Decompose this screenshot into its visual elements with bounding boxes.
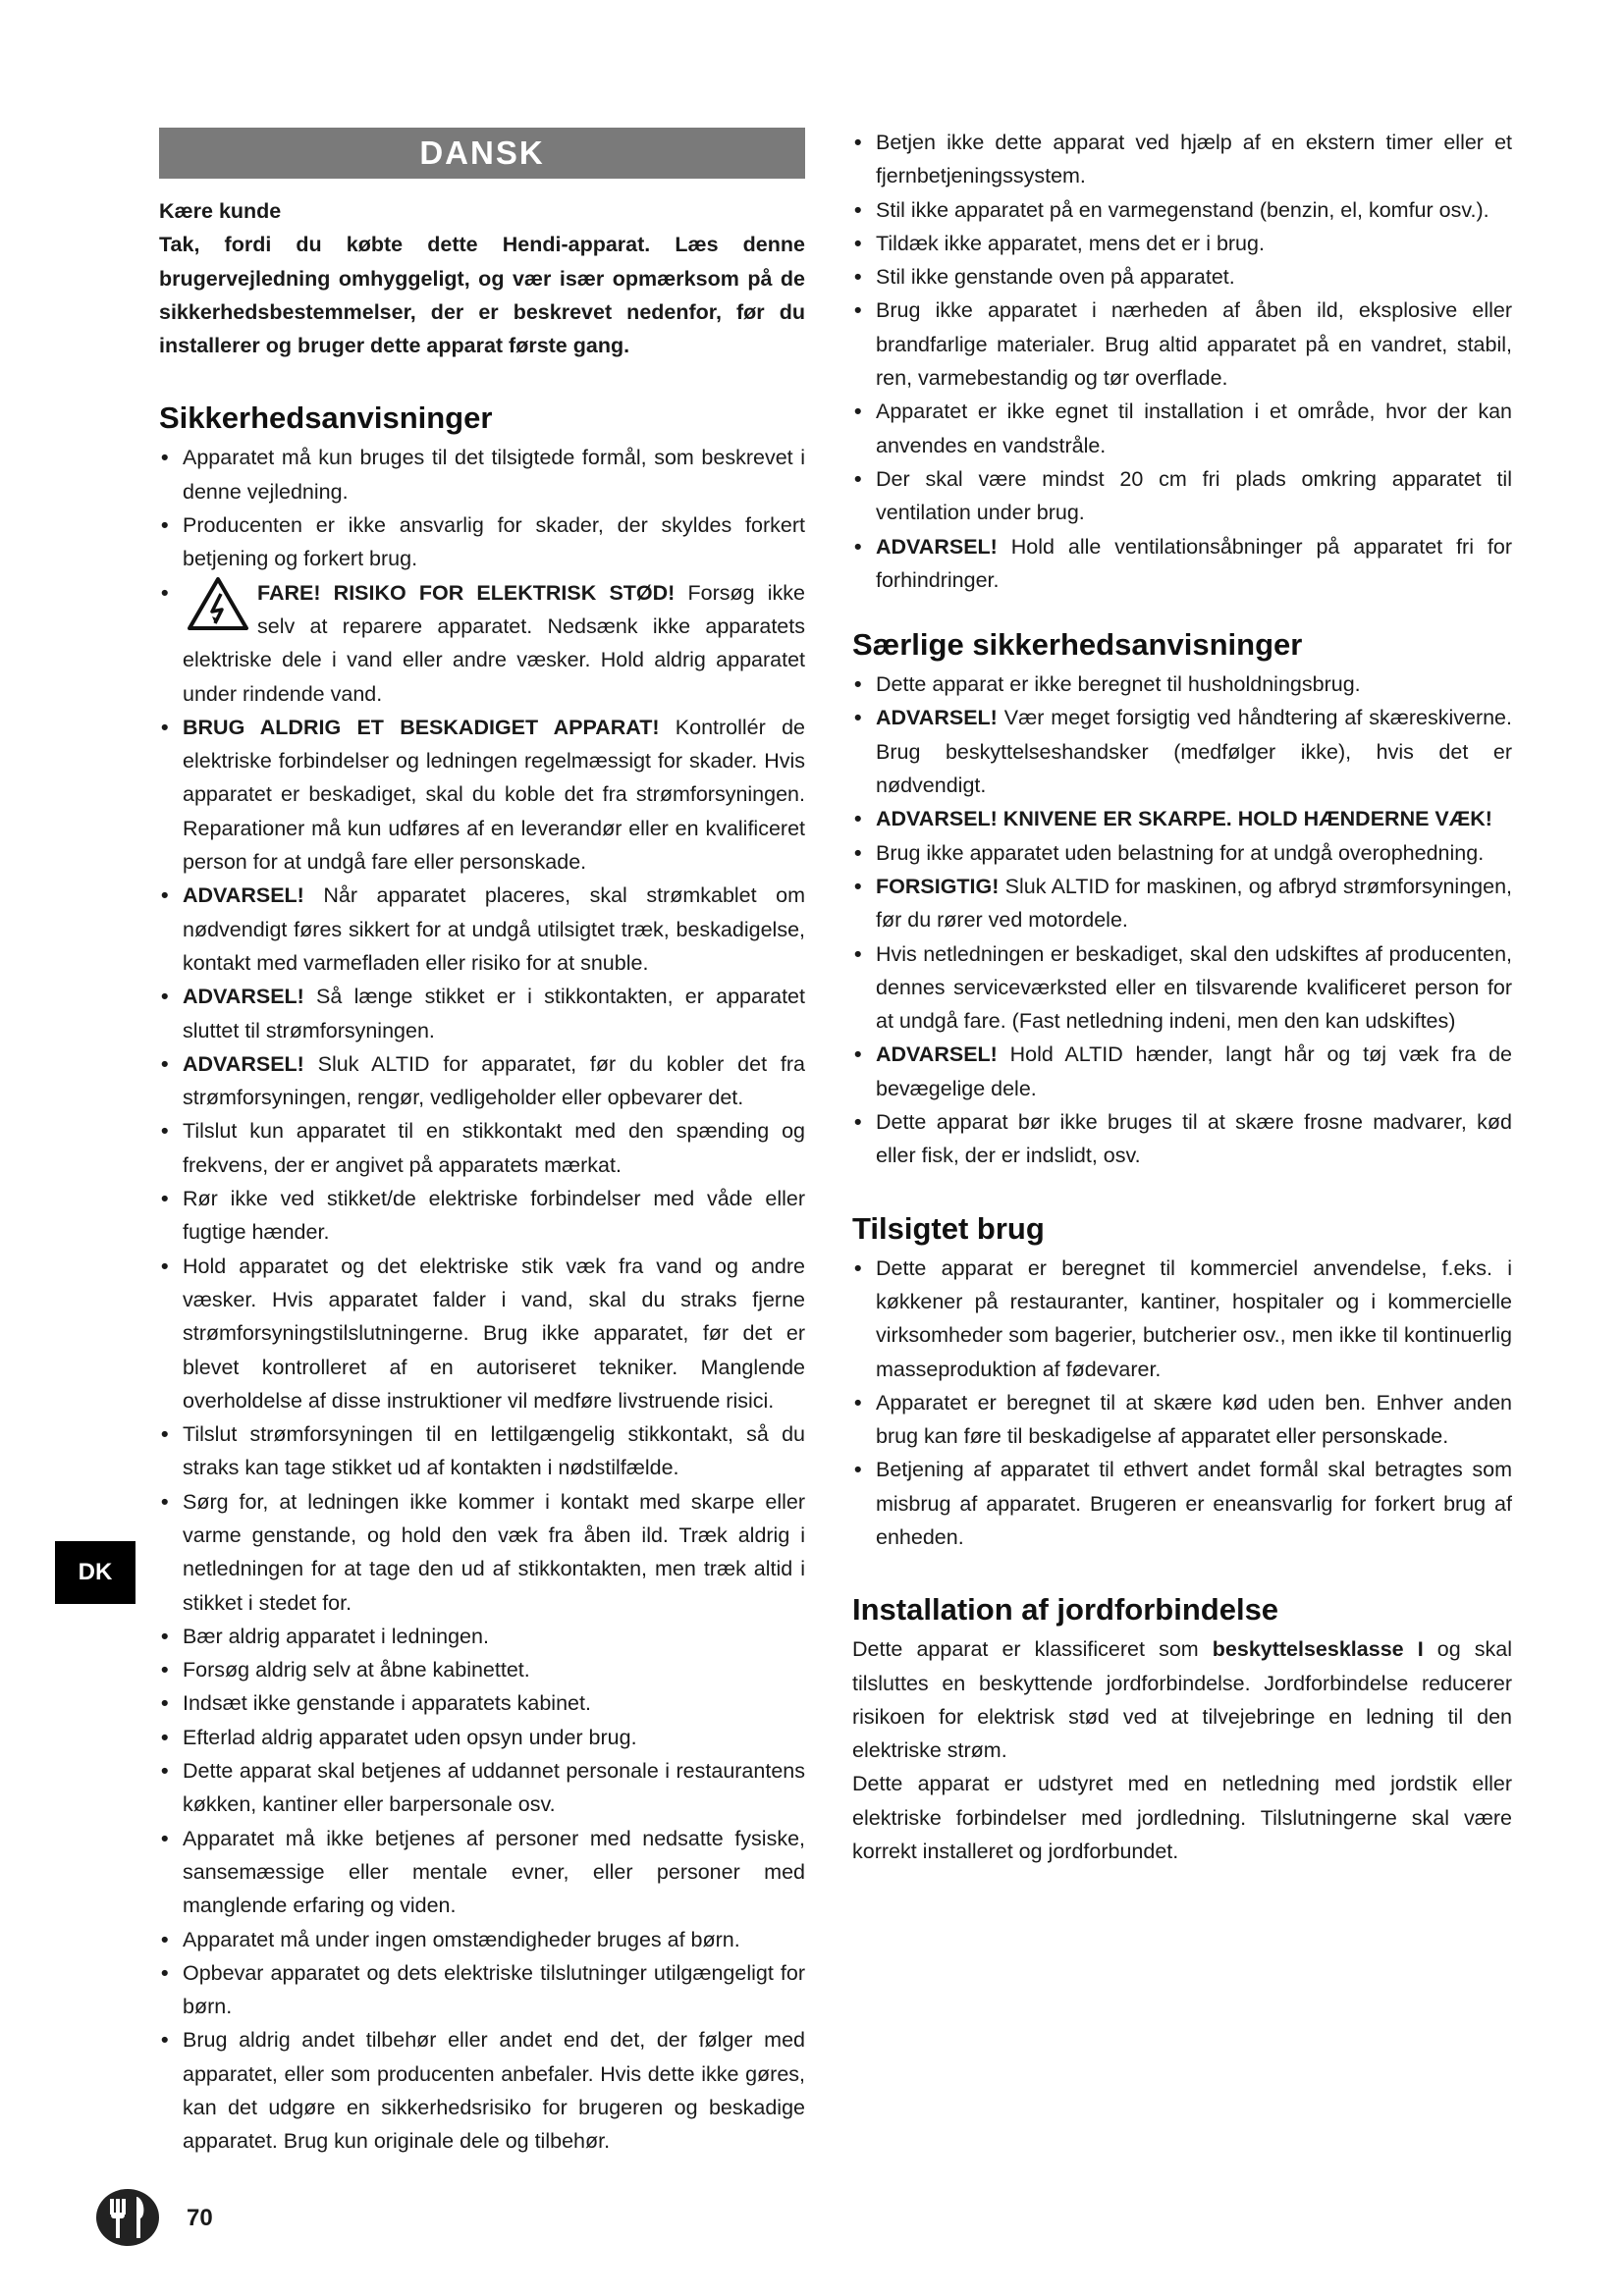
- special-safety-heading: Særlige sikkerhedsanvisninger: [852, 627, 1303, 663]
- grounding-paragraph-2: Dette apparat er udstyret med en netledning med jordstik eller elektriske forbindelser med jordledning. Tilslutningerne skal være korrekt installeret og jordforbundet.: [852, 1772, 1512, 1864]
- list-item: • Efterlad aldrig apparatet uden opsyn under brug.: [159, 1721, 805, 1754]
- list-item: • Hvis netledningen er beskadiget, skal den udskiftes af producenten, dennes serviceværksted eller en tilsvarende kvalificeret person for at undgå fare. (Fast netledning indeni, men den kan udskiftes): [852, 937, 1512, 1039]
- grounding-heading: Installation af jordforbindelse: [852, 1592, 1279, 1628]
- list-item: • Stil ikke genstande oven på apparatet.: [852, 260, 1512, 294]
- safety-list-continued: [852, 126, 1512, 597]
- intro-text: Tak, fordi du købte dette Hendi-apparat. Læs denne brugervejledning omhyggeligt, og vær især opmærksom på de sikkerhedsbestemmelser, der er beskrevet nedenfor, før du installerer og bruger dette apparat første gang.: [159, 233, 805, 358]
- list-item: • Stil ikke apparatet på en varmegenstand (benzin, el, komfur osv.).: [852, 193, 1512, 227]
- safety-list: [159, 441, 805, 2158]
- list-item: • Betjening af apparatet til ethvert andet formål skal betragtes som misbrug af apparatet. Brugeren er eneansvarlig for forkert brug af enheden.: [852, 1453, 1512, 1554]
- intended-use-list: [852, 1252, 1512, 1555]
- list-item: • Producenten er ikke ansvarlig for skader, der skyldes forkert betjening og forkert brug.: [159, 508, 805, 576]
- list-item: • ADVARSEL! Hold alle ventilationsåbninger på apparatet fri for forhindringer.: [852, 530, 1512, 598]
- list-item: • Bær aldrig apparatet i ledningen.: [159, 1620, 805, 1653]
- list-item: • Sørg for, at ledningen ikke kommer i kontakt med skarpe eller varme genstande, og hold den væk fra åben ild. Træk aldrig i netledningen for at tage den ud af stikkontakten, men træk altid i stikket i stedet for.: [159, 1485, 805, 1620]
- grounding-paragraph-1: Dette apparat er klassificeret som beskyttelsesklasse I og skal tilsluttes en beskyttende jordforbindelse. Jordforbindelse reducerer risikoen for elektrisk stød ved at tilvejebringe en ledning til den elektriske strøm.: [852, 1637, 1512, 1763]
- cutlery-logo-icon: [94, 2187, 161, 2248]
- list-item: • ADVARSEL! KNIVENE ER SKARPE. HOLD HÆNDERNE VÆK!: [852, 802, 1512, 835]
- list-item: • BRUG ALDRIG ET BESKADIGET APPARAT! Kontrollér de elektriske forbindelser og ledningen regelmæssigt for skader. Hvis apparatet er beskadiget, skal du koble det fra strømforsyningen. Reparationer må kun udføres af en leverandør eller en kvalificeret person for at undgå fare eller personskade.: [159, 711, 805, 879]
- list-item: • Apparatet må kun bruges til det tilsigtede formål, som beskrevet i denne vejledning.: [159, 441, 805, 508]
- list-item: • Apparatet er beregnet til at skære kød uden ben. Enhver anden brug kan føre til beskadigelse af apparatet eller personskade.: [852, 1386, 1512, 1454]
- list-item: • Tildæk ikke apparatet, mens det er i brug.: [852, 227, 1512, 260]
- list-item: • ADVARSEL! Så længe stikket er i stikkontakten, er apparatet sluttet til strømforsyningen.: [159, 980, 805, 1047]
- list-item: • Hold apparatet og det elektriske stik væk fra vand og andre væsker. Hvis apparatet falder i vand, skal du straks fjerne strømforsyningstilslutningerne. Brug ikke apparatet, før det er blevet kontrolleret af en autoriseret tekniker. Manglende overholdelse af disse instruktioner vil medføre livstruende risici.: [159, 1250, 805, 1417]
- list-item: • ADVARSEL! Når apparatet placeres, skal strømkablet om nødvendigt føres sikkert for at undgå utilsigtet træk, beskadigelse, kontakt med varmefladen eller risiko for at snuble.: [159, 879, 805, 980]
- greeting: Kære kunde: [159, 199, 282, 223]
- electric-shock-warning-icon: [187, 576, 249, 631]
- list-item: • Brug ikke apparatet uden belastning for at undgå overophedning.: [852, 836, 1512, 870]
- language-header: DANSK: [159, 128, 805, 179]
- list-item: • Indsæt ikke genstande i apparatets kabinet.: [159, 1686, 805, 1720]
- right-column: [852, 126, 1512, 1868]
- left-column: [159, 126, 805, 2159]
- list-item: • Tilslut kun apparatet til en stikkontakt med den spænding og frekvens, der er angivet på apparatets mærkat.: [159, 1114, 805, 1182]
- list-item: • ADVARSEL! Hold ALTID hænder, langt hår og tøj væk fra de bevægelige dele.: [852, 1038, 1512, 1105]
- intended-use-heading: Tilsigtet brug: [852, 1210, 1045, 1246]
- list-item: • Der skal være mindst 20 cm fri plads omkring apparatet til ventilation under brug.: [852, 462, 1512, 530]
- list-item: • Opbevar apparatet og dets elektriske tilslutninger utilgængeligt for børn.: [159, 1956, 805, 2024]
- list-item: • Dette apparat er beregnet til kommerciel anvendelse, f.eks. i køkkener på restauranter, kantiner, hospitaler og i kommercielle virksomheder som bagerier, butcherier osv., men ikke til kontinuerlig masseproduktion af fødevarer.: [852, 1252, 1512, 1386]
- special-safety-list: [852, 667, 1512, 1172]
- language-side-tab: DK: [55, 1541, 135, 1604]
- list-item: • Dette apparat skal betjenes af uddannet personale i restaurantens køkken, kantiner eller barpersonale osv.: [159, 1754, 805, 1822]
- list-item: • Tilslut strømforsyningen til en lettilgængelig stikkontakt, så du straks kan tage stikket ud af kontakten i nødstilfælde.: [159, 1417, 805, 1485]
- list-item: • Forsøg aldrig selv at åbne kabinettet.: [159, 1653, 805, 1686]
- list-item: • ADVARSEL! Sluk ALTID for apparatet, før du kobler det fra strømforsyningen, rengør, vedligeholder eller opbevarer det.: [159, 1047, 805, 1115]
- list-item: • Apparatet er ikke egnet til installation i et område, hvor der kan anvendes en vandstråle.: [852, 395, 1512, 462]
- list-item: • Rør ikke ved stikket/de elektriske forbindelser med våde eller fugtige hænder.: [159, 1182, 805, 1250]
- list-item: • Apparatet må ikke betjenes af personer med nedsatte fysiske, sansemæssige eller mentale evner, eller personer med manglende erfaring og viden.: [159, 1822, 805, 1923]
- list-item: • Dette apparat bør ikke bruges til at skære frosne madvarer, kød eller fisk, der er indslidt, osv.: [852, 1105, 1512, 1173]
- list-item: • ADVARSEL! Vær meget forsigtig ved håndtering af skæreskiverne. Brug beskyttelseshandsker (medfølger ikke), hvis det er nødvendigt.: [852, 701, 1512, 802]
- list-item: • Betjen ikke dette apparat ved hjælp af en ekstern timer eller et fjernbetjeningssystem.: [852, 126, 1512, 193]
- list-item: • FORSIGTIG! Sluk ALTID for maskinen, og afbryd strømforsyningen, før du rører ved motordele.: [852, 870, 1512, 937]
- list-item: • Brug aldrig andet tilbehør eller andet end det, der følger med apparatet, eller som producenten anbefaler. Hvis dette ikke gøres, kan det udgøre en sikkerhedsrisiko for brugeren og beskadige apparatet. Brug kun originale dele og tilbehør.: [159, 2023, 805, 2158]
- list-item: • Dette apparat er ikke beregnet til husholdningsbrug.: [852, 667, 1512, 701]
- list-item: • Brug ikke apparatet i nærheden af åben ild, eksplosive eller brandfarlige materialer. Brug altid apparatet på en vandret, stabil, ren, varmebestandig og tør overflade.: [852, 294, 1512, 395]
- page-number: 70: [187, 2205, 213, 2231]
- list-item: • FARE! RISIKO FOR ELEKTRISK STØD! Forsøg ikke selv at reparere apparatet. Nedsænk ikke apparatets elektriske dele i vand eller andre væsker. Hold aldrig apparatet under rindende vand.: [159, 576, 805, 711]
- list-item: • Apparatet må under ingen omstændigheder bruges af børn.: [159, 1923, 805, 1956]
- safety-heading: Sikkerhedsanvisninger: [159, 400, 493, 436]
